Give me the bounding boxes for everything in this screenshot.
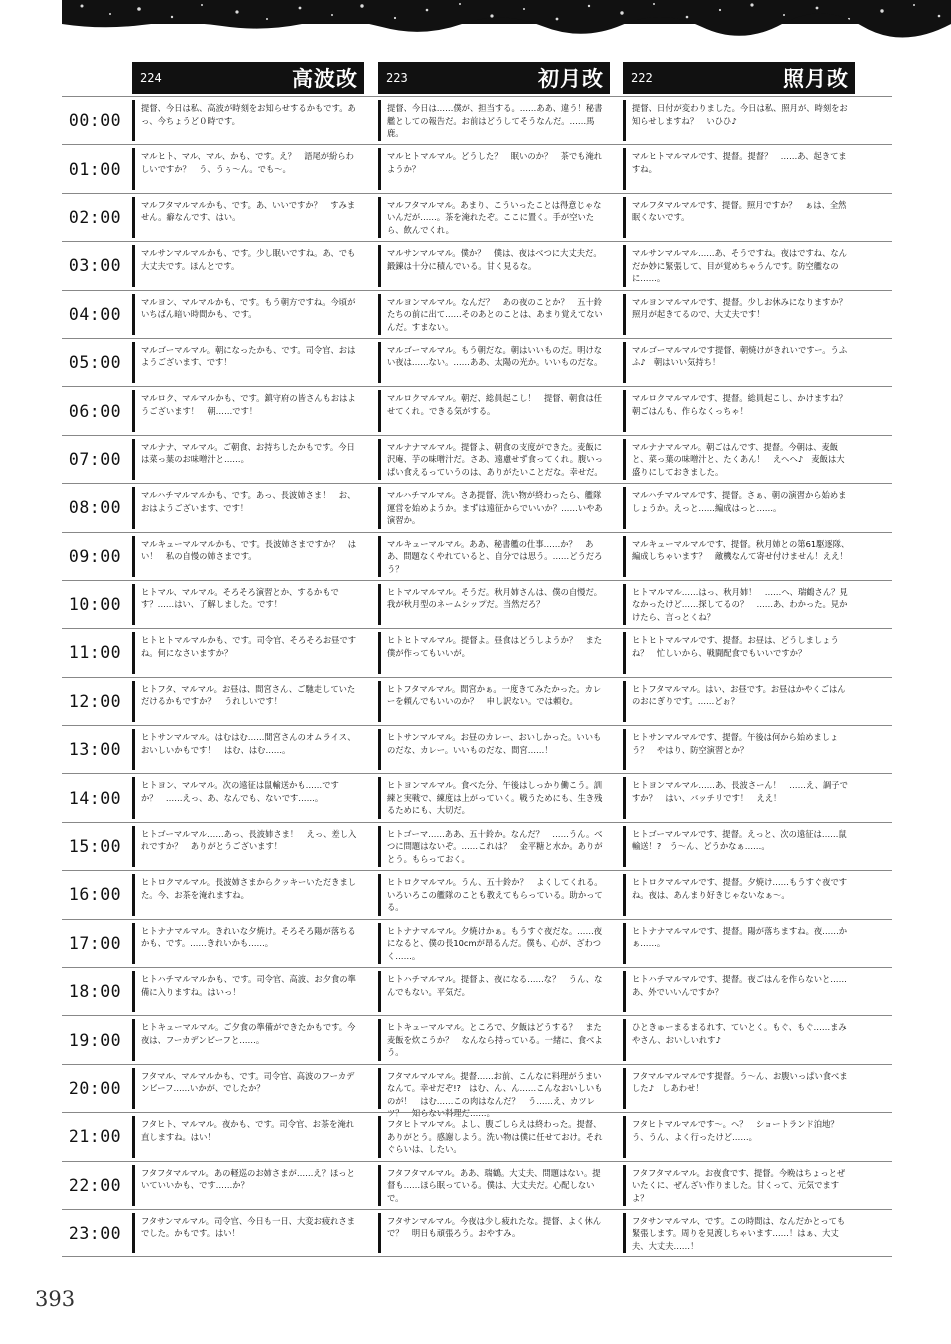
- table-row: [62, 435, 892, 483]
- voice-line: ヒトマルマル……はっ、秋月姉！ ……へ、瑞鶴さん？見なかったけど……探してるの？ ……あ、わかった。見かけたら、言っとくね？: [623, 584, 855, 625]
- hour-label: 17:00: [68, 933, 122, 953]
- voice-line: ヒトロクマルマル。うん、五十鈴か？ よくしてくれる。いろいろこの艦隊のことも教えてもらっている。助かってる。: [378, 874, 610, 915]
- hour-label: 00:00: [68, 111, 122, 131]
- table-row: [62, 96, 892, 144]
- voice-line: ヒトヨンマルマル……あ、長波さーん！ ……え、調子ですか？ はい、バッチリです！ ええ！: [623, 777, 855, 818]
- voice-line: マルキューマルマルです、提督。秋月姉との第61駆逐隊、編成しちゃいます？ 敵機なんて寄せ付けません！ええ！: [623, 536, 855, 577]
- table-row: [62, 1161, 892, 1209]
- table-row: [62, 628, 892, 676]
- table-row: [62, 1209, 892, 1257]
- hour-label: 21:00: [68, 1127, 122, 1147]
- hour-label: 06:00: [68, 401, 122, 421]
- voice-line: フタサンマルマル。今夜は少し疲れたな。提督、よく休んで？ 明日も頑張ろう。おやすみ。: [378, 1213, 610, 1253]
- voice-line: マルサンマルマル。僕か？ 僕は、夜はべつに大丈夫だ。鍛錬は十分に積んでいる。甘く見るな。: [378, 245, 610, 286]
- voice-line: マルヨンマルマルです、提督。少しお休みになりますか？ 照月が起きてるので、大丈夫です！: [623, 294, 855, 335]
- voice-line: マルフタマルマルかも、です。あ、いいですか？ すみません。癖なんです、はい。: [132, 197, 364, 238]
- voice-line: フタサンマルマル。司令官、今日も一日、大変お疲れさまでした。かもです。はい！: [132, 1213, 364, 1253]
- ship-name: 照月改: [783, 66, 849, 91]
- voice-line: ヒトゴーマルマルです、提督。えっと、次の遠征は……鼠輸送！? う～ん、どうかなぁ……。: [623, 826, 855, 867]
- voice-line: マルハチマルマルかも、です。あっ、長波姉さま！ お、おはようございます、です！: [132, 487, 364, 528]
- voice-line: ヒトフタマルマル。間宮かぁ。一度きてみたかった。カレーを頼んでもいいのか？ 申し訳ない。では頼む。: [378, 681, 610, 722]
- hour-label: 22:00: [68, 1175, 122, 1195]
- voice-line: ヒトハチマルマル。提督よ、夜になる……な？ うん、なんでもない。平気だ。: [378, 971, 610, 1012]
- voice-line: ヒトヨンマルマル。食べた分、午後はしっかり働こう。訓練と実戦で、練度は上がっていく。戦うためにも、生き残るためにも、大切だ。: [378, 777, 610, 818]
- hour-label: 19:00: [68, 1030, 122, 1050]
- voice-line: ヒトナナマルマル。夕焼けかぁ。もうすぐ夜だな。……夜になると、僕の長10cmが昂るんだ。僕も、心が、ざわつく……。: [378, 923, 610, 964]
- voice-line: ヒトフタ、マルマル。お昼は、間宮さん、ご馳走していただけるかもですか？ うれしいです！: [132, 681, 364, 722]
- voice-line: フタサンマルマル、です。この時間は、なんだかとっても緊張します。周りを見渡しちゃいます……！はぁ、大丈夫、大丈夫……！: [623, 1213, 855, 1253]
- voice-line: 提督、今日は私、高波が時刻をお知らせするかもです。あっ、今ちょうど０時です。: [132, 100, 364, 141]
- hour-label: 13:00: [68, 740, 122, 760]
- voice-line: マルキューマルマルかも、です。長波姉さまですか？ はい！ 私の自慢の姉さまです。: [132, 536, 364, 577]
- hour-label: 02:00: [68, 207, 122, 227]
- column-header-teruzuki: [623, 62, 855, 94]
- voice-line: マルヨン、マルマルかも、です。もう朝方ですね。今頃がいちばん暗い時間かも、です。: [132, 294, 364, 335]
- voice-line: ヒトサンマルマル。お昼のカレー、おいしかった。いいものだな、カレー。いいものだな、間宮……！: [378, 729, 610, 770]
- voice-line: フタフタマルマル。ああ、瑞鶴。大丈夫、問題はない。提督も……ほら眠っている。僕は、大丈夫だ。心配しないで。: [378, 1165, 610, 1206]
- voice-line: フタヒトマルマルです～。へ？ ショートランド泊地？ う、うん、よく行ったけど……。: [623, 1116, 855, 1157]
- hour-label: 07:00: [68, 449, 122, 469]
- table-row: [62, 1015, 892, 1063]
- voice-line: ヒトハチマルマルかも、です。司令官、高波、お夕食の準備に入りますね。はいっ！: [132, 971, 364, 1012]
- column-header-takanami: [132, 62, 364, 94]
- hour-label: 03:00: [68, 256, 122, 276]
- column-header-hatsuzuki: [378, 62, 610, 94]
- voice-line: ヒトヒトマルマル。提督よ。昼食はどうしようか？ また僕が作ってもいいが。: [378, 632, 610, 673]
- header-texture: [62, 0, 951, 30]
- hour-label: 12:00: [68, 691, 122, 711]
- hour-label: 16:00: [68, 885, 122, 905]
- voice-line: マルハチマルマル。さあ提督、洗い物が終わったら、艦隊運営を始めようか。まずは遠征からでいいか？……いやあ演習か。: [378, 487, 610, 528]
- voice-line: マルゴーマルマル。もう朝だな。朝はいいものだ。明けない夜は……ない。……ああ、太陽の光か。いいものだな。: [378, 342, 610, 383]
- voice-line: ヒトロクマルマルです、提督。夕焼け……もうすぐ夜ですね。夜は、あんまり好きじゃないなぁ～。: [623, 874, 855, 915]
- voice-line: ヒトキューマルマル。ご夕食の準備ができたかもです。今夜は、フーカデンビーフと……。: [132, 1019, 364, 1060]
- table-row: [62, 1112, 892, 1160]
- voice-line: ヒトハチマルマルです、提督。夜ごはんを作らないと……あ、外でいいんですか？: [623, 971, 855, 1012]
- voice-line: マルサンマルマルかも、です。少し眠いですね。あ、でも大丈夫です。ほんとです。: [132, 245, 364, 286]
- voice-line: フタフタマルマル。お夜食です、提督。今晩はちょっとぜいたくに、ぜんざい作りました。甘くって、元気でますよ？: [623, 1165, 855, 1206]
- voice-line: マルヨンマルマル。なんだ？ あの夜のことか？ 五十鈴たちの前に出て……そのあとのことは、あまり覚えてないんだ。すまない。: [378, 294, 610, 335]
- voice-line: ヒトゴーマ……ああ、五十鈴か。なんだ？ ……うん。べつに問題はないぞ。……これは？ 金平糖と水か。ありがとう。もらっておく。: [378, 826, 610, 867]
- table-row: [62, 193, 892, 241]
- voice-line: フタヒトマルマル。よし、腹ごしらえは終わった。提督、ありがとう。感謝しよう。洗い物は僕に任せておけ。それぐらいは、したい。: [378, 1116, 610, 1157]
- voice-line: ヒトマルマルマル。そうだ。秋月姉さんは、僕の自慢だ。我が秋月型のネームシップだ。当然だろ？: [378, 584, 610, 625]
- voice-line: 提督、日付が変わりました。今日は私、照月が、時刻をお知らせしますね？ いひひ♪: [623, 100, 855, 141]
- hour-label: 11:00: [68, 643, 122, 663]
- page-number: 393: [35, 1287, 76, 1311]
- hour-label: 10:00: [68, 595, 122, 615]
- voice-line: マルキューマルマル。ああ、秘書艦の仕事……か？ ああ、問題なくやれていると、自分では思う。……どうだろう？: [378, 536, 610, 577]
- voice-line: ヒトサンマルマルです、提督。午後は何から始めましょう？ やはり、防空演習とか？: [623, 729, 855, 770]
- hour-label: 18:00: [68, 982, 122, 1002]
- hour-label: 04:00: [68, 304, 122, 324]
- voice-line: フタヒト、マルマル。夜かも、です。司令官、お茶を淹れ直しますね。はい！: [132, 1116, 364, 1157]
- voice-line: ヒトロクマルマル。長波姉さまからクッキーいただきました。今、お茶を淹れますね。: [132, 874, 364, 915]
- voice-line: フタマルマルマル。提督……お前、こんなに料理がうまいなんて。幸せだぞ!? はむ、ん、ん……こんなおいしいものが！ はむ……この肉はなんだ？ う……え、カツレツ？ 知らない料理だ……。: [378, 1068, 610, 1109]
- hour-label: 23:00: [68, 1223, 122, 1243]
- table-row: [62, 144, 892, 192]
- table-row: [62, 580, 892, 628]
- hour-label: 08:00: [68, 498, 122, 518]
- table-row: [62, 870, 892, 918]
- hour-label: 09:00: [68, 546, 122, 566]
- ship-name: 高波改: [292, 66, 358, 91]
- table-row: [62, 483, 892, 531]
- table-row: [62, 241, 892, 289]
- table-row: [62, 773, 892, 821]
- voice-line: ヒトフタマルマル。はい、お昼です。お昼はかやくごはんのおにぎりです。……どぉ？: [623, 681, 855, 722]
- voice-line: ヒトサンマルマル。はむはむ……間宮さんのオムライス、おいしいかもです！ はむ、はむ……。: [132, 729, 364, 770]
- voice-line: マルロク、マルマルかも、です。鎮守府の皆さんもおはようございます！ 朝……です！: [132, 390, 364, 431]
- table-row: [62, 1064, 892, 1119]
- voice-line: ヒトナナマルマル。きれいな夕焼け。そろそろ陽が落ちるかも、です。……きれいかも……。: [132, 923, 364, 964]
- ship-number: 223: [386, 71, 408, 85]
- voice-line: マルハチマルマルです、提督。さぁ、朝の演習から始めましょうか。えっと……編成はっと……。: [623, 487, 855, 528]
- voice-line: マルヒトマルマル。どうした？ 眠いのか？ 茶でも淹れようか？: [378, 148, 610, 189]
- table-row: [62, 532, 892, 580]
- ship-number: 222: [631, 71, 653, 85]
- ship-number: 224: [140, 71, 162, 85]
- voice-line: ヒトヒトマルマルです、提督。お昼は、どうしましょうね？ 忙しいから、戦闘配食でもいいですか？: [623, 632, 855, 673]
- voice-line: マルゴーマルマル。朝になったかも、です。司令官、おはようございます、です！: [132, 342, 364, 383]
- table-row: [62, 967, 892, 1015]
- voice-line: マルヒト、マル、マル、かも、です。え？ 語尾が紛らわしいですか？ う、うぅ～ん。でも～。: [132, 148, 364, 189]
- voice-line: ヒトゴーマルマル……あっ、長波姉さま！ えっ、差し入れですか？ ありがとうございます！: [132, 826, 364, 867]
- voice-line: マルヒトマルマルです、提督。提督？ ……あ、起きてますね。: [623, 148, 855, 189]
- voice-line: マルサンマルマル……あ、そうですね。夜はですね、なんだか妙に緊張して、目が覚めちゃうんです。防空艦なのに……。: [623, 245, 855, 286]
- hour-label: 14:00: [68, 788, 122, 808]
- hour-label: 15:00: [68, 837, 122, 857]
- voice-line: マルナナマルマル。朝ごはんです、提督。今朝は、麦飯と、菜っ葉の味噌汁と、たくあん！ えへへ♪ 麦飯は大盛りにしておきました。: [623, 439, 855, 480]
- ship-name: 初月改: [538, 66, 604, 91]
- hour-label: 01:00: [68, 159, 122, 179]
- voice-line: フタマルマルマルです提督。う～ん、お腹いっぱい食べました♪ しあわせ！: [623, 1068, 855, 1109]
- voice-line: ヒトヨン、マルマル。次の遠征は鼠輸送かも……ですか？ ……えっ、あ、なんでも、ないです……。: [132, 777, 364, 818]
- voice-line: マルナナ、マルマル。ご朝食、お持ちしたかもです。今日は菜っ葉のお味噌汁と……。: [132, 439, 364, 480]
- table-row: [62, 725, 892, 773]
- voice-line: ひときゅーまるまるれす、ていとく。もぐ、もぐ……まみやさん、おいしいれす♪: [623, 1019, 855, 1060]
- voice-line: マルロクマルマル。朝だ、総員起こし！ 提督、朝食は任せてくれ。できる気がする。: [378, 390, 610, 431]
- voice-line: ヒトマル、マルマル。そろそろ演習とか、するかもです？……はい、了解しました。です！: [132, 584, 364, 625]
- table-row: [62, 822, 892, 870]
- table-row: [62, 338, 892, 386]
- hour-label: 05:00: [68, 353, 122, 373]
- voice-line: マルフタマルマルです、提督。照月ですか？ ぁは、全然眠くないです。: [623, 197, 855, 238]
- voice-line: フタフタマルマル。あの軽巡のお姉さまが……え？ほっといていいかも、です……か？: [132, 1165, 364, 1206]
- hour-label: 20:00: [68, 1079, 122, 1098]
- voice-line: マルロクマルマルです、提督。総員起こし、かけますね？ 朝ごはんも、作らなくっちゃ！: [623, 390, 855, 431]
- voice-line: ヒトヒトマルマルかも、です。司令官、そろそろお昼ですね。何になさいますか？: [132, 632, 364, 673]
- table-row: [62, 290, 892, 338]
- voice-line: 提督、今日は……僕が、担当する。……ああ、違う！秘書艦としての報告だ。お前はどうしてそうなんだ。……馬鹿。: [378, 100, 610, 141]
- time-table: [62, 96, 892, 1257]
- voice-line: マルゴーマルマルです提督、朝焼けがきれいですー。うふふ♪ 朝はいい気持ち！: [623, 342, 855, 383]
- table-row: [62, 919, 892, 967]
- voice-line: ヒトナナマルマルです、提督。陽が落ちますね。夜……かぁ……。: [623, 923, 855, 964]
- voice-line: ヒトキューマルマル。ところで、夕飯はどうする？ また麦飯を炊こうか？ なんなら持っている。一緒に、食べよう。: [378, 1019, 610, 1060]
- voice-line: マルナナマルマル。提督よ、朝食の支度ができた。麦飯に沢庵、芋の味噌汁だ。さあ、遠慮せず食ってくれ。腹いっぱい食えるっていうのは、ありがたいことだな。幸せだ。: [378, 439, 610, 480]
- voice-line: フタマル、マルマルかも、です。司令官、高波のフーカデンビーフ……いかが、でしたか？: [132, 1068, 364, 1109]
- table-row: [62, 677, 892, 725]
- voice-line: マルフタマルマル。あまり、こういったことは得意じゃないんだが……。茶を淹れたぞ。ここに置く。手が空いたら、飲んでくれ。: [378, 197, 610, 238]
- table-row: [62, 386, 892, 434]
